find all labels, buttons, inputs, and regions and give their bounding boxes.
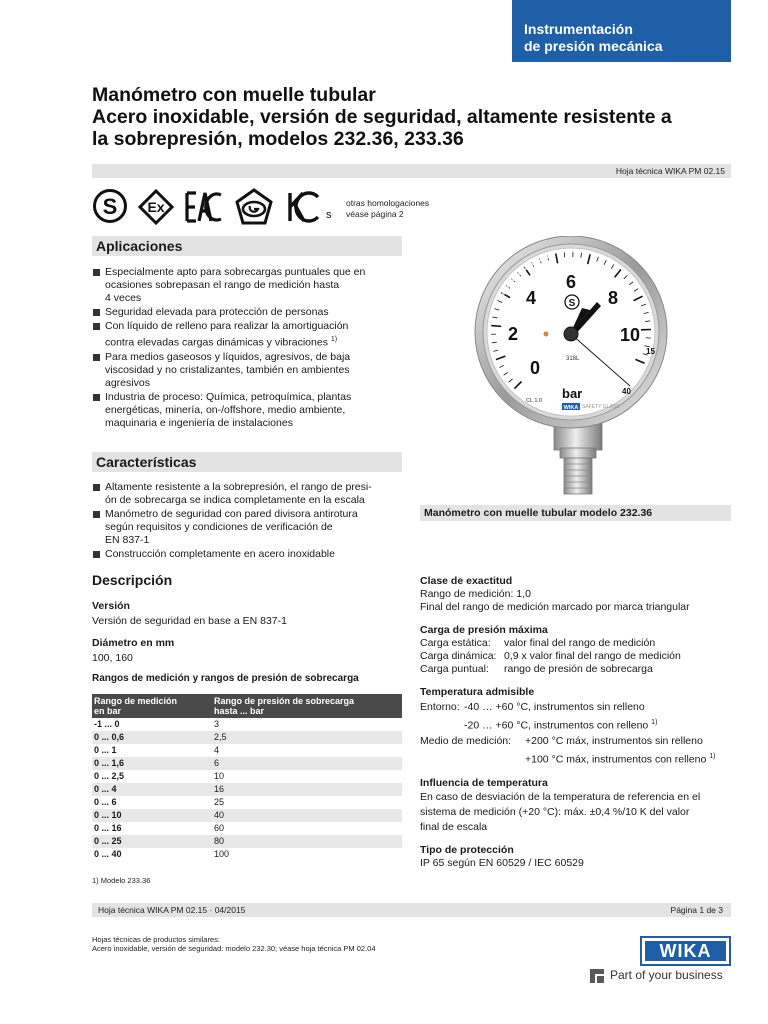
line: ocasiones sobrepasan el rango de medición hasta: [105, 279, 340, 291]
diameter-value: 100, 160: [92, 652, 133, 664]
cell: 0 ... 1,6: [92, 757, 212, 770]
category-line2: de presión mecánica: [524, 38, 663, 54]
dial-label-0: 0: [530, 358, 541, 378]
column-header: [212, 694, 402, 718]
kcs-mark-icon: [286, 189, 336, 225]
features-heading: Características: [92, 452, 402, 472]
table-row: [92, 770, 402, 783]
image-caption: Manómetro con muelle tubular modelo 232.36: [420, 505, 731, 521]
page-title: [92, 84, 732, 150]
gost-mark-icon: [234, 188, 274, 226]
version-label: Versión: [92, 600, 130, 612]
footnote-marker: 1): [330, 336, 338, 343]
temp-influence-line3: final de escala: [420, 821, 488, 833]
row-label: Carga dinámica:: [420, 650, 497, 662]
cell: 0 ... 16: [94, 822, 122, 833]
cell: 0 ... 4: [92, 783, 212, 796]
line: Construcción completamente en acero inoxidable: [105, 548, 335, 560]
line: Especialmente apto para sobrecargas puntuales que en: [105, 266, 366, 278]
title-line2: Acero inoxidable, versión de seguridad, altamente resistente a: [92, 106, 672, 128]
similar-products: [92, 935, 376, 953]
footnote-marker: 1): [651, 719, 658, 726]
row-value: valor final del rango de medición: [504, 637, 656, 649]
line: Para medios gaseosos y líquidos, agresivos, de baja: [105, 350, 351, 363]
table-row: [92, 848, 402, 861]
ranges-label: Rangos de medición y rangos de presión de sobrecarga: [92, 673, 359, 684]
svg-text:S: S: [102, 194, 118, 219]
row-label: Carga puntual:: [420, 663, 489, 675]
eac-mark-icon: [184, 191, 226, 223]
line: Industria de proceso: Química, petroquímica, plantas: [105, 390, 352, 403]
gauge-image: [462, 236, 672, 500]
accuracy-line1: Rango de medición: 1,0: [420, 588, 531, 600]
cell: 6: [212, 757, 402, 770]
other-approvals-line2: véase página 2: [346, 209, 404, 219]
dial-label-15: 15: [646, 347, 655, 356]
table-row: [92, 757, 402, 770]
temp-influence-line1: En caso de desviación de la temperatura de referencia en el: [420, 791, 701, 803]
ambient-row-2: [420, 716, 732, 733]
applications-list: [92, 266, 392, 431]
table-row: [92, 822, 402, 835]
page-number: Página 1 de 3: [670, 905, 723, 915]
line: EN 837-1: [105, 534, 150, 546]
ranges-table: [92, 694, 402, 861]
row-label: Medio de medición:: [420, 734, 512, 747]
title-line1: Manómetro con muelle tubular: [92, 84, 376, 106]
tagline-mark-icon: [590, 969, 604, 983]
row-value: -40 … +60 °C, instrumentos sin relleno: [464, 701, 645, 713]
applications-heading: Aplicaciones: [92, 236, 402, 256]
datasheet-reference: Hoja técnica WIKA PM 02.15: [92, 164, 731, 178]
similar-products-line2: Acero inoxidable, versión de seguridad: modelo 232.30; véase hoja técnica PM 02.04: [92, 944, 376, 953]
max-load-row: [420, 637, 732, 650]
cell: 0 ... 1: [94, 744, 117, 755]
line: Altamente resistente a la sobrepresión, el rango de presi-: [105, 481, 372, 493]
cell: 25: [214, 796, 225, 807]
accuracy-heading: Clase de exactitud: [420, 575, 513, 587]
list-item: [92, 508, 392, 547]
line: ón de sobrecarga se indica completamente en la escala: [105, 494, 365, 506]
features-list: [92, 481, 392, 562]
dial-label-2: 2: [508, 324, 519, 344]
table-row: [92, 718, 402, 731]
max-load-row: [420, 650, 732, 663]
certification-marks: [92, 188, 342, 228]
tagline: Part of your business: [610, 968, 723, 982]
other-approvals-line1: otras homologaciones: [346, 198, 430, 208]
row-value: rango de presión de sobrecarga: [504, 663, 653, 675]
s-mark-icon: [92, 188, 128, 224]
cell: 0 ... 25: [92, 835, 212, 848]
temp-influence-line2: sistema de medición (+20 °C): máx. ±0,4 %/10 K del valor: [420, 806, 690, 818]
cell: 0 ... 10: [92, 809, 212, 822]
table-row: [92, 809, 402, 822]
line-text: contra elevadas cargas dinámicas y vibraciones: [105, 336, 328, 349]
column-header: [92, 694, 212, 718]
table-row: [92, 796, 402, 809]
cell: 60: [214, 822, 225, 833]
table-footnote: 1) Modelo 233.36: [92, 876, 151, 885]
kcs-suffix: s: [326, 209, 332, 221]
footer-reference: Hoja técnica WIKA PM 02.15 · 04/2015: [98, 905, 246, 915]
cell: 4: [214, 744, 220, 755]
header-line: hasta ... bar: [214, 706, 265, 716]
line: [105, 333, 392, 350]
line: según requisitos y condiciones de verificación de: [105, 521, 333, 533]
cell: 2,5: [212, 731, 402, 744]
line: Con líquido de relleno para realizar la amortiguación: [105, 320, 349, 332]
line: maquinaria e ingeniería de instalaciones: [105, 416, 293, 429]
ex-mark-icon: [138, 189, 174, 225]
max-load-heading: Carga de presión máxima: [420, 624, 548, 636]
svg-text:S: S: [568, 298, 576, 309]
other-approvals-note: [346, 198, 429, 220]
protection-value: IP 65 según EN 60529 / IEC 60529: [420, 857, 584, 869]
title-line3: la sobrepresión, modelos 232.36, 233.36: [92, 128, 464, 150]
header-line: en bar: [94, 706, 122, 716]
row-value: 0,9 x valor final del rango de medición: [504, 650, 681, 662]
cell: 0 ... 2,5: [94, 770, 125, 781]
cell: 40: [212, 809, 402, 822]
list-item: [92, 481, 392, 507]
table-row: [92, 744, 402, 757]
dial-label-10: 10: [620, 325, 641, 345]
cell: 0 ... 0,6: [92, 731, 212, 744]
temperature-heading: Temperatura admisible: [420, 686, 535, 698]
header-line: Rango de medición: [94, 696, 178, 706]
footer-bar: [92, 903, 731, 917]
scale-tick: [491, 326, 501, 327]
row-value: +200 °C máx, instrumentos sin relleno: [525, 734, 703, 747]
table-row: [92, 731, 402, 744]
list-item: [92, 320, 392, 350]
line: 4 veces: [105, 292, 142, 304]
cell: 3: [214, 718, 220, 729]
dial-label-40: 40: [622, 387, 631, 396]
temp-influence-heading: Influencia de temperatura: [420, 777, 548, 789]
dial-glass-text: SAFETY GLASS: [582, 404, 620, 410]
specs-column: [420, 575, 732, 870]
dial-label-4: 4: [526, 288, 537, 308]
table-header-row: [92, 694, 402, 718]
cell: 0 ... 40: [94, 848, 122, 859]
list-item: [92, 266, 392, 305]
wika-logo-text: WIKA: [645, 941, 726, 961]
cell: 16: [212, 783, 402, 796]
line: Manómetro de seguridad con pared divisora antirotura: [105, 508, 358, 520]
description-heading: Descripción: [92, 572, 173, 588]
header-line: Rango de presión de sobrecarga: [214, 696, 355, 706]
wika-logo: [640, 936, 731, 966]
row-label: Carga estática:: [420, 637, 491, 649]
cell: 80: [212, 835, 402, 848]
line: energéticas, minería, on-/offshore, medio ambiente,: [105, 403, 346, 416]
version-value: Versión de seguridad en base a EN 837-1: [92, 615, 287, 627]
similar-products-line1: Hojas técnicas de productos similares:: [92, 935, 220, 944]
accuracy-line2: Final del rango de medición marcado por marca triangular: [420, 601, 690, 613]
list-item: [92, 548, 392, 561]
list-item: [92, 306, 392, 319]
cell: 0 ... 6: [94, 796, 117, 807]
table-row: [92, 835, 402, 848]
cell: -1 ... 0: [94, 718, 120, 729]
row-value: +100 °C máx, instrumentos con relleno: [525, 753, 707, 765]
list-item: [92, 391, 392, 430]
row-label: Entorno:: [420, 701, 460, 713]
dial-unit: bar: [562, 386, 583, 401]
row-value: -20 … +60 °C, instrumentos con relleno: [464, 719, 649, 732]
ambient-row: [420, 701, 732, 714]
medium-row: [420, 735, 732, 748]
cell: 100: [214, 848, 230, 859]
line: Seguridad elevada para protección de personas: [105, 306, 329, 318]
max-load-row: [420, 663, 732, 676]
line: viscosidad y no cristalizantes, también en ambientes: [105, 363, 350, 376]
pressure-gauge-illustration: [462, 236, 672, 500]
category-line1: Instrumentación: [524, 21, 633, 37]
line: agresivos: [105, 376, 150, 389]
footnote-marker: 1): [709, 752, 716, 760]
dial-label-6: 6: [566, 272, 577, 292]
protection-heading: Tipo de protección: [420, 844, 514, 856]
dial-material-text: 318L: [566, 356, 580, 362]
svg-text:Ex: Ex: [147, 199, 165, 215]
medium-row-2: [420, 750, 732, 767]
dial-label-8: 8: [608, 288, 619, 308]
list-item: [92, 351, 392, 390]
dial-class: CL 1.0: [526, 398, 543, 404]
category-header: [512, 0, 731, 62]
diameter-label: Diámetro en mm: [92, 637, 175, 649]
dial-brand: WIKA: [563, 405, 579, 411]
table-row: [92, 783, 402, 796]
cell: 10: [214, 770, 225, 781]
